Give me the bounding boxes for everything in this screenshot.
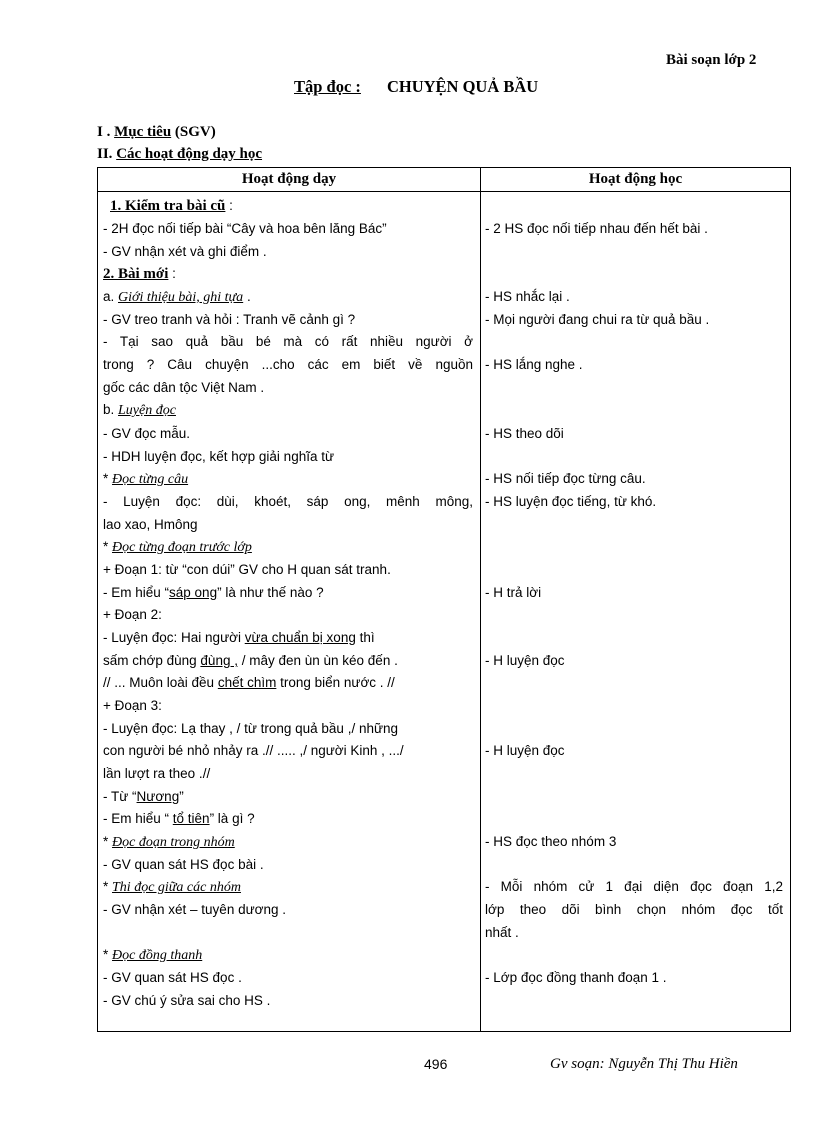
left-line: gốc các dân tộc Việt Nam . bbox=[103, 380, 265, 395]
left-line: - Từ “Nương” bbox=[103, 789, 184, 804]
column-divider bbox=[480, 168, 481, 1031]
teacher-activity-header: Hoạt động dạy bbox=[241, 171, 337, 187]
left-line: b. Luyện đọc bbox=[103, 402, 176, 418]
left-line: - Tại sao quả bầu bé mà có rất nhiều người ở bbox=[103, 334, 473, 349]
section-1-text: Mục tiêu bbox=[114, 124, 172, 140]
right-line: - Lớp đọc đồng thanh đoạn 1 . bbox=[485, 970, 667, 985]
page-number: 496 bbox=[424, 1056, 448, 1072]
left-line: 2. Bài mới : bbox=[103, 266, 176, 282]
right-line: - H trả lời bbox=[485, 585, 542, 600]
right-line: - H luyện đọc bbox=[485, 653, 565, 668]
right-line: - Mọi người đang chui ra từ quả bầu . bbox=[485, 312, 710, 327]
left-line: - 2H đọc nối tiếp bài “Cây và hoa bên lăng Bác” bbox=[103, 221, 387, 236]
left-line: - GV đọc mẫu. bbox=[103, 426, 191, 441]
student-activity-header: Hoạt động học bbox=[588, 171, 683, 187]
left-line: trong ? Câu chuyện ...cho các em biết về nguồn bbox=[103, 357, 473, 372]
left-line: - HDH luyện đọc, kết hợp giải nghĩa từ bbox=[103, 449, 335, 464]
right-line: - HS lắng nghe . bbox=[485, 357, 583, 372]
left-line: - GV treo tranh và hỏi : Tranh vẽ cảnh gì ? bbox=[103, 312, 356, 327]
left-line: - GV quan sát HS đọc . bbox=[103, 970, 242, 985]
section-activities bbox=[97, 146, 262, 163]
left-line: * Đọc đồng thanh bbox=[103, 947, 203, 963]
section-objectives bbox=[97, 124, 216, 141]
right-line: - Mỗi nhóm cử 1 đại diện đọc đoạn 1,2 bbox=[485, 879, 783, 894]
section-2-prefix: II. bbox=[97, 146, 117, 162]
left-line: - Luyện đọc: Lạ thay , / từ trong quả bầu ,/ những bbox=[103, 721, 399, 736]
left-line: * Đọc từng đoạn trước lớp bbox=[103, 539, 252, 555]
right-line: - HS theo dõi bbox=[485, 426, 564, 441]
left-line: - Em hiểu “sáp ong” là như thế nào ? bbox=[103, 585, 324, 600]
author-credit: Gv soạn: Nguyễn Thị Thu Hiền bbox=[550, 1056, 738, 1072]
right-line: - HS nối tiếp đọc từng câu. bbox=[485, 471, 646, 486]
left-line: - GV chú ý sửa sai cho HS . bbox=[103, 993, 271, 1008]
left-line: lần lượt ra theo .// bbox=[103, 766, 211, 781]
section-1-suffix: (SGV) bbox=[171, 124, 216, 140]
left-line: + Đoạn 2: bbox=[103, 607, 162, 622]
right-line: - 2 HS đọc nối tiếp nhau đến hết bài . bbox=[485, 221, 708, 236]
right-line: nhất . bbox=[485, 925, 519, 940]
right-line: - HS luyện đọc tiếng, từ khó. bbox=[485, 494, 657, 509]
section-1-prefix: I . bbox=[97, 124, 115, 140]
left-line: - GV nhận xét – tuyên dương . bbox=[103, 902, 286, 917]
left-line: + Đoạn 3: bbox=[103, 698, 162, 713]
left-line: sấm chớp đùng đùng , / mây đen ùn ùn kéo đến . bbox=[103, 653, 398, 668]
left-line: - Luyện đọc: Hai người vừa chuẩn bị xong thì bbox=[103, 630, 375, 645]
right-line: - HS nhắc lại . bbox=[485, 289, 570, 304]
left-line: * Đọc đoạn trong nhóm bbox=[103, 834, 235, 850]
left-line: 1. Kiểm tra bài cũ : bbox=[110, 198, 233, 214]
left-line: con người bé nhỏ nhảy ra .// ..... ,/ người Kinh , .../ bbox=[103, 743, 404, 758]
left-line: - GV nhận xét và ghi điểm . bbox=[103, 244, 267, 259]
activities-table bbox=[97, 167, 791, 1032]
lesson-plan-label: Bài soạn lớp 2 bbox=[666, 52, 757, 68]
left-line: lao xao, Hmông bbox=[103, 517, 198, 532]
right-line: - HS đọc theo nhóm 3 bbox=[485, 834, 617, 849]
left-line: * Thi đọc giữa các nhóm bbox=[103, 879, 241, 895]
left-line: * Đọc từng câu bbox=[103, 471, 189, 487]
right-line: - H luyện đọc bbox=[485, 743, 565, 758]
left-line: + Đoạn 1: từ “con dúi” GV cho H quan sát tranh. bbox=[103, 562, 391, 577]
left-line: a. Giới thiệu bài, ghi tựa . bbox=[103, 289, 251, 305]
left-line: - Em hiểu “ tổ tiên” là gì ? bbox=[103, 811, 255, 826]
left-line: - GV quan sát HS đọc bài . bbox=[103, 857, 264, 872]
title-text: CHUYỆN QUẢ BẦU bbox=[386, 77, 539, 96]
page-title bbox=[294, 77, 538, 97]
right-line: lớp theo dõi bình chọn nhóm đọc tốt bbox=[485, 902, 783, 917]
title-label: Tập đọc : bbox=[294, 77, 361, 96]
left-line: - Luyện đọc: dùi, khoét, sáp ong, mênh mông, bbox=[103, 494, 473, 509]
header-divider bbox=[98, 191, 790, 192]
section-2-text: Các hoạt động dạy học bbox=[116, 146, 263, 162]
left-line: // ... Muôn loài đều chết chìm trong biển nước . // bbox=[103, 675, 395, 690]
